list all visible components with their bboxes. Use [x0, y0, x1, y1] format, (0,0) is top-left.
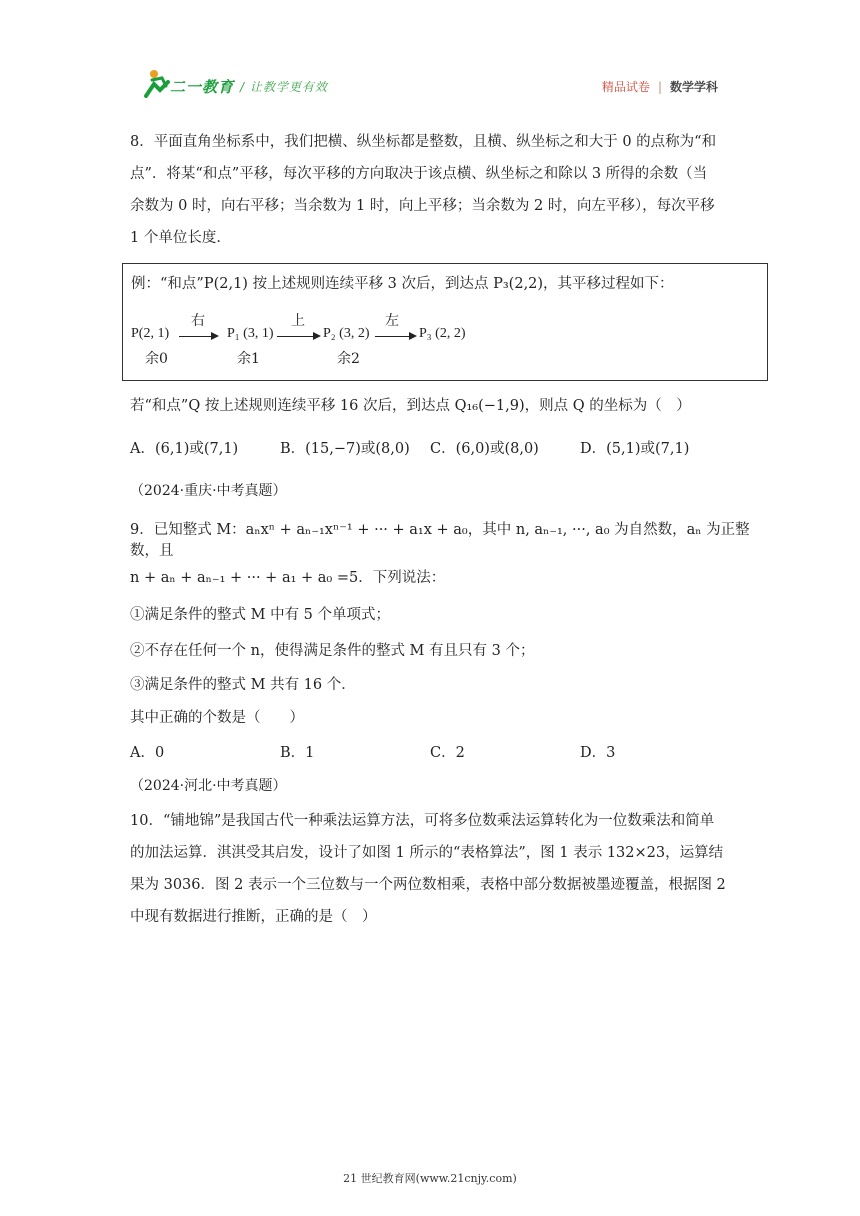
q9-option-c[interactable]: C．2 [430, 745, 465, 761]
q8-option-c[interactable]: C．(6,0)或(8,0) [430, 441, 539, 457]
q10-stem [130, 805, 750, 933]
q8-option-d[interactable]: D．(5,1)或(7,1) [580, 441, 690, 457]
q8-option-a[interactable]: A．(6,1)或(7,1) [130, 441, 239, 457]
q9-ask: 其中正确的个数是（ ） [130, 710, 304, 726]
q9-statement-2: ②不存在任何一个 n，使得满足条件的整式 M 有且只有 3 个； [130, 643, 535, 659]
q9-statement-1: ①满足条件的整式 M 中有 5 个单项式； [130, 607, 391, 623]
brand-slogan: / 让教学更有效 [240, 80, 328, 94]
flow-point-p1: P₁ (3, 1) [227, 326, 274, 341]
premium-tag: 精品试卷 [601, 80, 650, 94]
q8-line-4: 1 个单位长度． [130, 230, 231, 246]
flow-remainder-0: 余0 [145, 351, 168, 367]
q9-option-b[interactable]: B．1 [280, 745, 315, 761]
q8-source: （2024·重庆·中考真题） [130, 483, 287, 499]
example-box [122, 263, 768, 381]
tag-separator: | [657, 80, 662, 94]
subject-tag: 数学学科 [669, 80, 718, 94]
q10-line-3: 果为 3036．图 2 表示一个三位数与一个两位数相乘，表格中部分数据被墨迹覆盖，根据图 2 [130, 877, 726, 893]
flow-remainder-1: 余1 [237, 351, 260, 367]
flow-arrow-label-right: 右 [191, 313, 205, 329]
q10-line-1: 10．“铺地锦”是我国古代一种乘法运算方法，可将多位数乘法运算转化为一位数乘法和简单 [130, 813, 715, 829]
translation-flow-diagram [131, 313, 551, 372]
q9-line-2: n + aₙ + aₙ₋₁ + ··· + a₁ + a₀ =5．下列说法： [130, 570, 446, 586]
example-text: 例：“和点”P(2,1) 按上述规则连续平移 3 次后，到达点 P₃(2,2)，其平移过程如下： [131, 276, 674, 292]
flow-arrow-icon [179, 336, 217, 337]
q8-options [130, 437, 750, 465]
q9-options [130, 741, 750, 769]
flow-point-p2: P₂ (3, 2) [323, 326, 370, 341]
q8-line-3: 余数为 0 时，向右平移；当余数为 1 时，向上平移；当余数为 2 时，向左平移），每次平移 [130, 198, 715, 214]
page-header [0, 0, 860, 110]
q9-option-a[interactable]: A．0 [130, 745, 165, 761]
page-footer: 21 世纪教育网(www.21cnjy.com) [343, 1172, 517, 1185]
q8-question: 若“和点”Q 按上述规则连续平移 16 次后，到达点 Q₁₆(−1,9)，则点 Q 的坐标为（ ） [130, 398, 691, 414]
flow-arrow-icon [375, 336, 415, 337]
q8-line-2: 点”．将某“和点”平移，每次平移的方向取决于该点横、纵坐标之和除以 3 所得的余数（当 [130, 166, 708, 182]
flow-arrow-label-left: 左 [385, 313, 399, 329]
flow-arrow-label-up: 上 [291, 313, 305, 329]
header-tags [602, 78, 718, 95]
brand-name: 二一教育 [170, 78, 235, 96]
q8-stem [130, 126, 750, 254]
flow-point-p: P(2, 1) [131, 326, 170, 341]
q9-statement-3: ③满足条件的整式 M 共有 16 个． [130, 677, 356, 693]
q9-option-d[interactable]: D．3 [580, 745, 616, 761]
q8-line-1: 8．平面直角坐标系中，我们把横、纵坐标都是整数，且横、纵坐标之和大于 0 的点称为“和 [130, 134, 717, 150]
q10-line-2: 的加法运算．淇淇受其启发，设计了如图 1 所示的“表格算法”，图 1 表示 132×23，运算结 [130, 845, 724, 861]
flow-arrow-icon [277, 336, 319, 337]
flow-remainder-2: 余2 [337, 351, 360, 367]
q9-line-1: 9．已知整式 M：aₙxⁿ + aₙ₋₁xⁿ⁻¹ + ··· + a₁x + a₀，其中 n, aₙ₋₁, ···, a₀ 为自然数，aₙ 为正整数，且 [130, 522, 750, 559]
q8-option-b[interactable]: B．(15,−7)或(8,0) [280, 441, 410, 457]
q9-source: （2024·河北·中考真题） [130, 778, 287, 794]
flow-point-p3: P₃ (2, 2) [419, 326, 466, 341]
q10-line-4: 中现有数据进行推断，正确的是（ ） [130, 909, 377, 925]
